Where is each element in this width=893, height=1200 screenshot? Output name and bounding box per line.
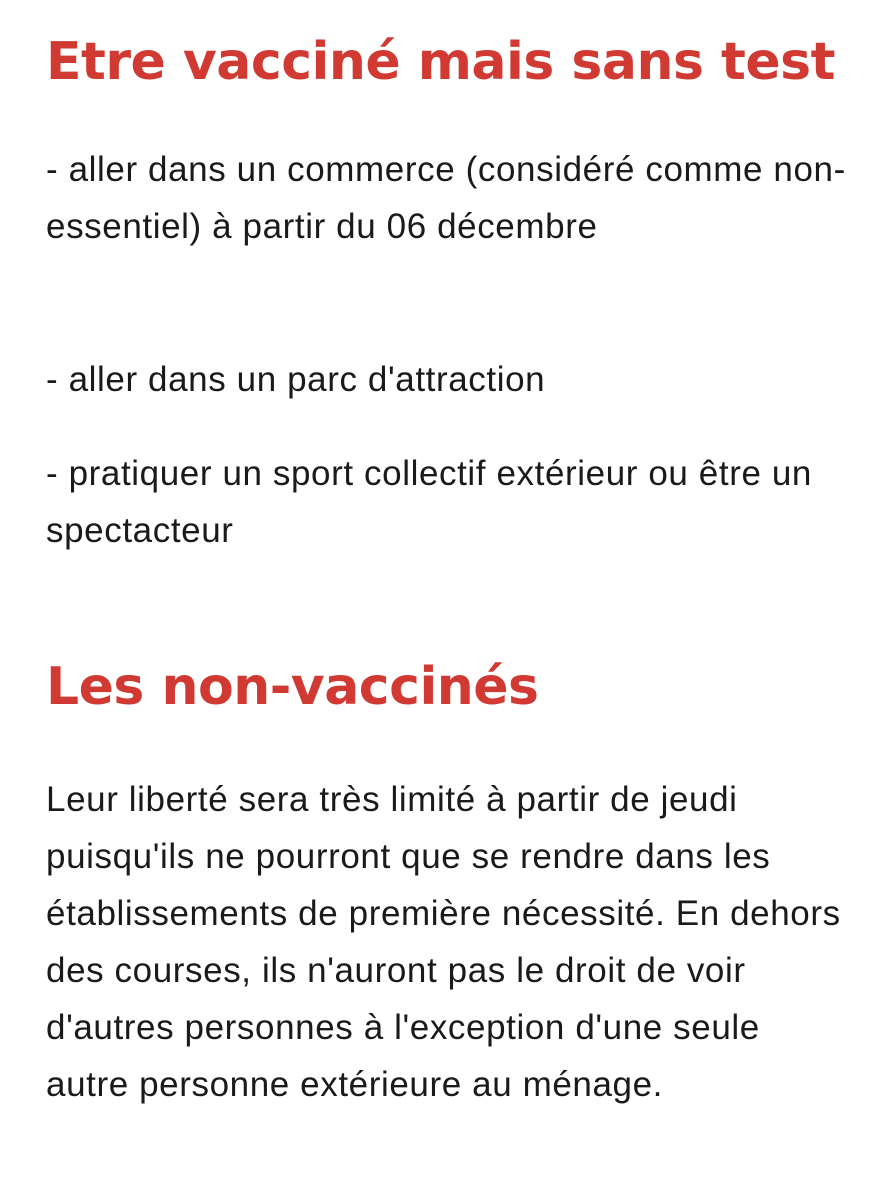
list-item: - pratiquer un sport collectif extérieur ou être un spectacteur xyxy=(46,454,812,550)
section-body-paragraph: Leur liberté sera très limité à partir de jeudi puisqu'ils ne pourront que se rendre dans les établissements de première nécessité. En dehors des courses, ils n'auront pas le droit de voir d'autres personnes à l'exception d'une seule autre personne extérieure au ménage. xyxy=(46,780,841,1104)
section-title-vaccinated-without-test: Etre vacciné mais sans test xyxy=(46,32,835,92)
section-title-unvaccinated: Les non-vaccinés xyxy=(46,657,539,717)
list-item: - aller dans un commerce (considéré comme non-essentiel) à partir du 06 décembre xyxy=(46,150,846,246)
list-item: - aller dans un parc d'attraction xyxy=(46,360,546,399)
